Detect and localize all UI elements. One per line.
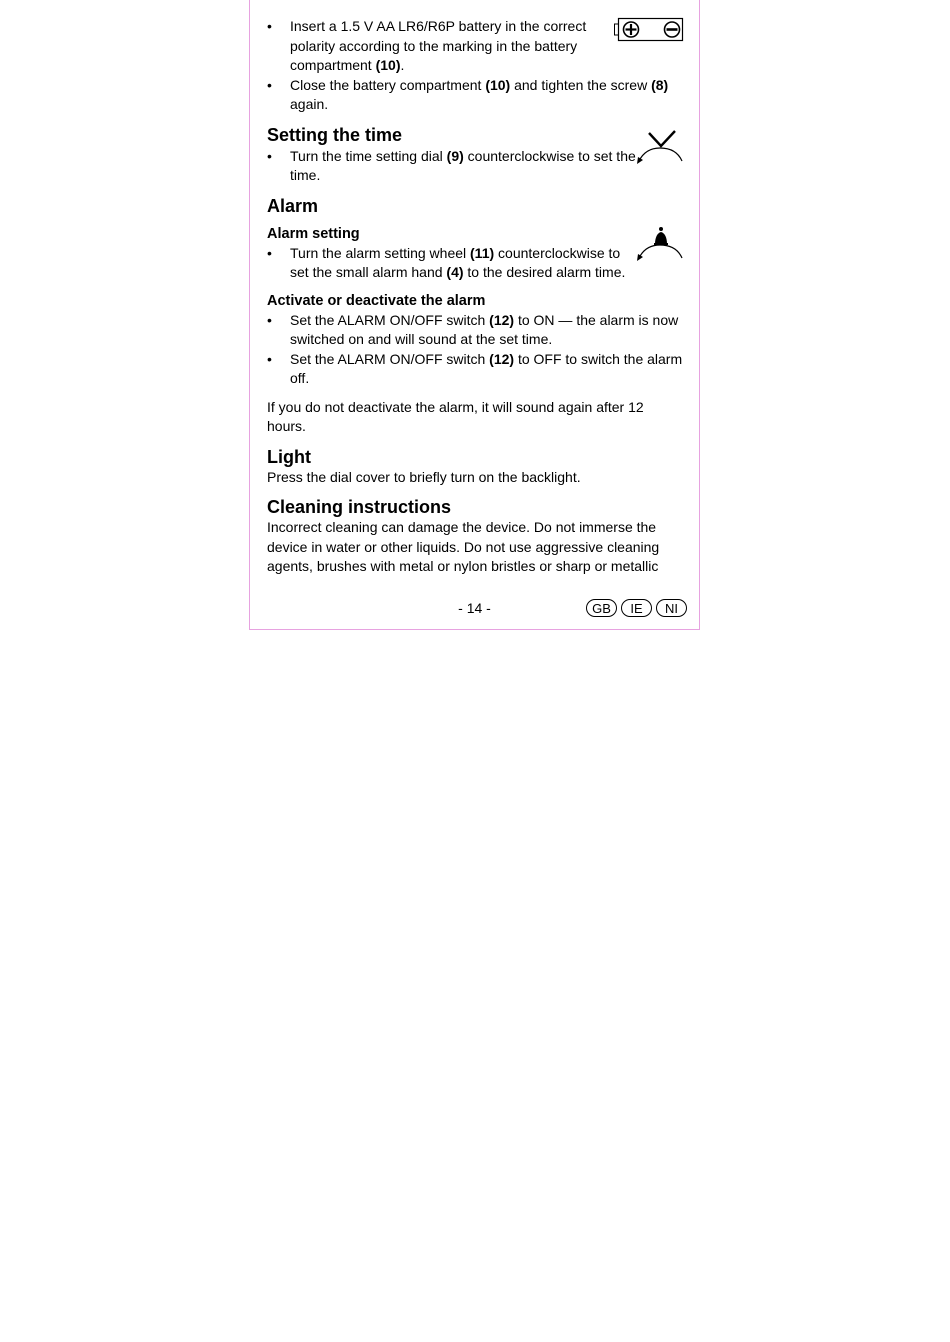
bullet-text: Insert a 1.5 V AA LR6/R6P battery in the correct polarity according to the marking in the battery compartment bbox=[290, 18, 587, 73]
part-ref: (10) bbox=[485, 76, 511, 93]
bullet-text: counterclockwise to set the small alarm hand bbox=[290, 244, 621, 280]
cleaning-text: Incorrect cleaning can damage the device. Do not immerse the device in water or other liquids. Do not use aggressive cleaning agents, brushes with metal or nylon bristles or sharp or metallic bbox=[267, 519, 660, 574]
subheading-activate-alarm: Activate or deactivate the alarm bbox=[267, 292, 486, 309]
light-text: Press the dial cover to briefly turn on the backlight. bbox=[267, 468, 581, 485]
country-badge-gb: GB bbox=[586, 599, 617, 617]
part-ref: (4) bbox=[446, 264, 464, 280]
part-ref: (8) bbox=[651, 76, 669, 93]
list-item bbox=[267, 17, 610, 76]
part-ref: (10) bbox=[375, 57, 401, 73]
list-item bbox=[267, 350, 685, 389]
list-item bbox=[267, 311, 685, 350]
bullet-text: Turn the alarm setting wheel bbox=[290, 244, 471, 261]
bullet-text: to OFF to switch the alarm off. bbox=[290, 350, 683, 386]
bullet-text: counterclockwise to set the time. bbox=[290, 147, 636, 183]
section-heading-alarm: Alarm bbox=[267, 195, 319, 216]
subheading-alarm-setting: Alarm setting bbox=[267, 225, 360, 242]
list-item bbox=[267, 76, 690, 115]
alarm-note: If you do not deactivate the alarm, it will sound again after 12 hours. bbox=[267, 398, 644, 434]
bullet-text: Close the battery compartment bbox=[290, 76, 486, 93]
bullet-text: to ON — the alarm is now switched on and will sound at the set time. bbox=[290, 311, 679, 347]
part-ref: (12) bbox=[489, 350, 515, 367]
bullet-text: Set the ALARM ON/OFF switch bbox=[290, 311, 490, 328]
page-footer bbox=[249, 599, 700, 619]
bullet-text: Set the ALARM ON/OFF switch bbox=[290, 350, 490, 367]
section-heading-light: Light bbox=[267, 446, 311, 467]
country-badge-ni: NI bbox=[656, 599, 687, 617]
part-ref: (9) bbox=[446, 147, 464, 164]
bullet-text: and tighten the screw bbox=[510, 76, 652, 93]
list-item bbox=[267, 244, 636, 283]
part-ref: (11) bbox=[470, 244, 495, 261]
bullet-text: Turn the time setting dial bbox=[290, 147, 447, 164]
bullet-text: again. bbox=[290, 96, 329, 112]
list-item bbox=[267, 147, 636, 186]
country-badge-ie: IE bbox=[621, 599, 652, 617]
page-number: - 14 - bbox=[458, 600, 491, 616]
page-content bbox=[267, 17, 687, 577]
bullet-text: . bbox=[400, 57, 405, 73]
part-ref: (12) bbox=[489, 311, 515, 328]
section-heading-setting-time: Setting the time bbox=[267, 124, 403, 145]
bullet-text: to the desired alarm time. bbox=[463, 264, 626, 280]
section-heading-cleaning: Cleaning instructions bbox=[267, 497, 452, 517]
